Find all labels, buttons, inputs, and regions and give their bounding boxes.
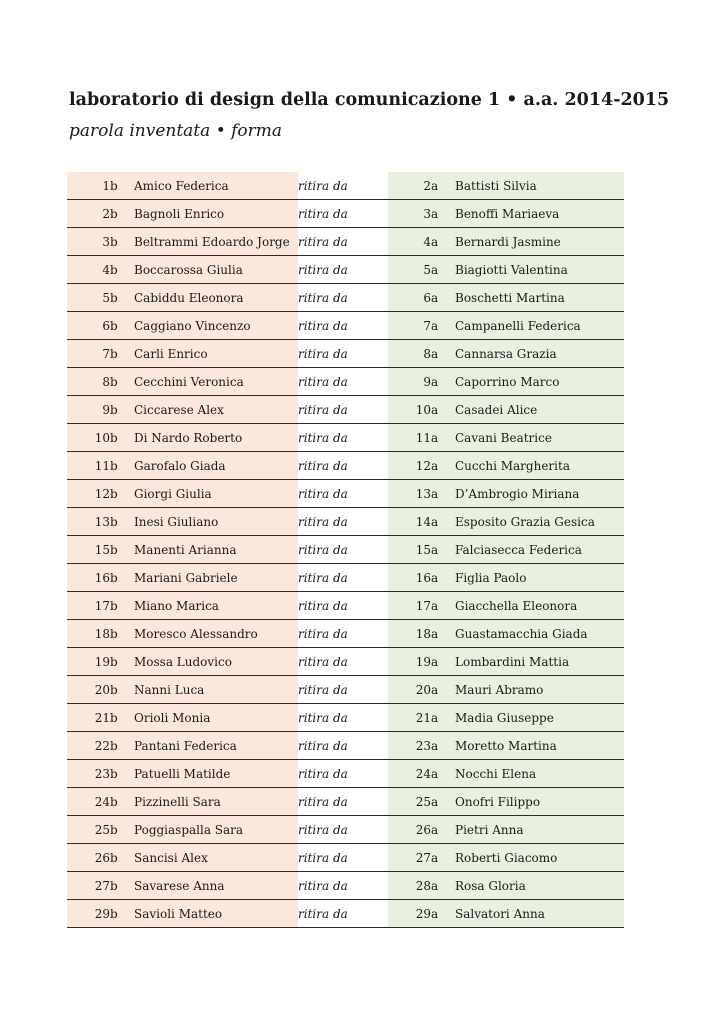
right-student-number: 20	[388, 676, 431, 704]
left-student-name: Boccarossa Giulia	[134, 256, 298, 284]
right-student-name: Falciasecca Federica	[455, 536, 624, 564]
left-student-name: Manenti Arianna	[134, 536, 298, 564]
right-student-name: Mauri Abramo	[455, 676, 624, 704]
action-label: ritira da	[298, 816, 388, 844]
left-student-name: Patuelli Matilde	[134, 760, 298, 788]
table-row	[67, 648, 624, 676]
left-student-group: b	[110, 788, 134, 816]
right-student-group: a	[431, 396, 455, 424]
left-student-name: Giorgi Giulia	[134, 480, 298, 508]
left-student-name: Pizzinelli Sara	[134, 788, 298, 816]
right-student-name: Casadei Alice	[455, 396, 624, 424]
right-student-name: Lombardini Mattia	[455, 648, 624, 676]
table-row	[67, 620, 624, 648]
right-student-group: a	[431, 816, 455, 844]
right-student-name: Cavani Beatrice	[455, 424, 624, 452]
left-student-name: Pantani Federica	[134, 732, 298, 760]
left-student-group: b	[110, 564, 134, 592]
left-student-name: Nanni Luca	[134, 676, 298, 704]
left-student-name: Savioli Matteo	[134, 900, 298, 928]
right-student-number: 9	[388, 368, 431, 396]
left-student-number: 2	[67, 200, 110, 228]
right-student-name: Rosa Gloria	[455, 872, 624, 900]
left-student-name: Beltrammi Edoardo Jorge	[134, 228, 298, 256]
action-label: ritira da	[298, 172, 388, 200]
action-label: ritira da	[298, 340, 388, 368]
left-student-group: b	[110, 284, 134, 312]
right-student-group: a	[431, 704, 455, 732]
action-label: ritira da	[298, 508, 388, 536]
right-student-name: Campanelli Federica	[455, 312, 624, 340]
left-student-name: Mossa Ludovico	[134, 648, 298, 676]
table-row	[67, 900, 624, 928]
right-student-name: Guastamacchia Giada	[455, 620, 624, 648]
left-student-group: b	[110, 872, 134, 900]
left-student-group: b	[110, 452, 134, 480]
left-student-name: Mariani Gabriele	[134, 564, 298, 592]
left-student-number: 25	[67, 816, 110, 844]
table-row	[67, 788, 624, 816]
right-student-number: 8	[388, 340, 431, 368]
left-student-number: 17	[67, 592, 110, 620]
action-label: ritira da	[298, 452, 388, 480]
right-student-number: 17	[388, 592, 431, 620]
left-student-group: b	[110, 200, 134, 228]
right-student-name: Boschetti Martina	[455, 284, 624, 312]
left-student-group: b	[110, 816, 134, 844]
right-student-group: a	[431, 788, 455, 816]
action-label: ritira da	[298, 676, 388, 704]
table-row	[67, 200, 624, 228]
left-student-group: b	[110, 732, 134, 760]
right-student-number: 15	[388, 536, 431, 564]
right-student-group: a	[431, 620, 455, 648]
right-student-number: 28	[388, 872, 431, 900]
action-label: ritira da	[298, 312, 388, 340]
right-student-group: a	[431, 200, 455, 228]
right-student-group: a	[431, 340, 455, 368]
action-label: ritira da	[298, 732, 388, 760]
table-row	[67, 844, 624, 872]
action-label: ritira da	[298, 424, 388, 452]
right-student-group: a	[431, 760, 455, 788]
right-student-group: a	[431, 648, 455, 676]
action-label: ritira da	[298, 788, 388, 816]
left-student-name: Caggiano Vincenzo	[134, 312, 298, 340]
left-student-group: b	[110, 368, 134, 396]
table-row	[67, 172, 624, 200]
right-student-group: a	[431, 592, 455, 620]
right-student-number: 13	[388, 480, 431, 508]
table-row	[67, 396, 624, 424]
left-student-number: 13	[67, 508, 110, 536]
left-student-group: b	[110, 704, 134, 732]
left-student-number: 20	[67, 676, 110, 704]
right-student-group: a	[431, 256, 455, 284]
table-row	[67, 256, 624, 284]
table-row	[67, 368, 624, 396]
right-student-name: Salvatori Anna	[455, 900, 624, 928]
right-student-name: Cannarsa Grazia	[455, 340, 624, 368]
left-student-number: 16	[67, 564, 110, 592]
table-row	[67, 704, 624, 732]
right-student-name: Moretto Martina	[455, 732, 624, 760]
left-student-number: 12	[67, 480, 110, 508]
right-student-number: 19	[388, 648, 431, 676]
right-student-number: 4	[388, 228, 431, 256]
right-student-name: Figlia Paolo	[455, 564, 624, 592]
left-student-number: 24	[67, 788, 110, 816]
left-student-number: 23	[67, 760, 110, 788]
left-student-number: 7	[67, 340, 110, 368]
right-student-number: 21	[388, 704, 431, 732]
left-student-group: b	[110, 312, 134, 340]
right-student-number: 29	[388, 900, 431, 928]
action-label: ritira da	[298, 368, 388, 396]
right-student-name: Onofri Filippo	[455, 788, 624, 816]
table-row	[67, 592, 624, 620]
left-student-group: b	[110, 620, 134, 648]
right-student-name: Giacchella Eleonora	[455, 592, 624, 620]
right-student-group: a	[431, 452, 455, 480]
right-student-name: Roberti Giacomo	[455, 844, 624, 872]
left-student-number: 26	[67, 844, 110, 872]
right-student-number: 23	[388, 732, 431, 760]
left-student-name: Di Nardo Roberto	[134, 424, 298, 452]
table-row	[67, 452, 624, 480]
action-label: ritira da	[298, 480, 388, 508]
left-student-number: 3	[67, 228, 110, 256]
left-student-number: 11	[67, 452, 110, 480]
right-student-number: 16	[388, 564, 431, 592]
left-student-group: b	[110, 900, 134, 928]
table-row	[67, 340, 624, 368]
left-student-number: 29	[67, 900, 110, 928]
right-student-number: 11	[388, 424, 431, 452]
right-student-number: 10	[388, 396, 431, 424]
right-student-group: a	[431, 844, 455, 872]
left-student-number: 5	[67, 284, 110, 312]
left-student-number: 21	[67, 704, 110, 732]
left-student-group: b	[110, 676, 134, 704]
action-label: ritira da	[298, 256, 388, 284]
right-student-group: a	[431, 368, 455, 396]
right-student-group: a	[431, 564, 455, 592]
right-student-name: Esposito Grazia Gesica	[455, 508, 624, 536]
table-row	[67, 424, 624, 452]
left-student-name: Poggiaspalla Sara	[134, 816, 298, 844]
left-student-name: Amico Federica	[134, 172, 298, 200]
table-row	[67, 536, 624, 564]
left-student-name: Miano Marica	[134, 592, 298, 620]
page-subtitle: parola inventata • forma	[69, 121, 283, 141]
table-row	[67, 760, 624, 788]
right-student-name: Caporrino Marco	[455, 368, 624, 396]
left-student-group: b	[110, 648, 134, 676]
left-student-name: Garofalo Giada	[134, 452, 298, 480]
action-label: ritira da	[298, 760, 388, 788]
left-student-group: b	[110, 760, 134, 788]
left-student-number: 22	[67, 732, 110, 760]
left-student-number: 1	[67, 172, 110, 200]
left-student-group: b	[110, 228, 134, 256]
left-student-number: 9	[67, 396, 110, 424]
left-student-number: 19	[67, 648, 110, 676]
action-label: ritira da	[298, 900, 388, 928]
left-student-name: Cabiddu Eleonora	[134, 284, 298, 312]
assignment-table-body	[67, 172, 624, 928]
right-student-number: 14	[388, 508, 431, 536]
action-label: ritira da	[298, 592, 388, 620]
left-student-number: 15	[67, 536, 110, 564]
right-student-number: 2	[388, 172, 431, 200]
right-student-number: 26	[388, 816, 431, 844]
right-student-number: 7	[388, 312, 431, 340]
table-row	[67, 816, 624, 844]
left-student-name: Moresco Alessandro	[134, 620, 298, 648]
left-student-group: b	[110, 256, 134, 284]
table-row	[67, 508, 624, 536]
left-student-group: b	[110, 536, 134, 564]
left-student-group: b	[110, 396, 134, 424]
right-student-name: D’Ambrogio Miriana	[455, 480, 624, 508]
left-student-number: 6	[67, 312, 110, 340]
right-student-name: Biagiotti Valentina	[455, 256, 624, 284]
table-row	[67, 480, 624, 508]
left-student-group: b	[110, 508, 134, 536]
action-label: ritira da	[298, 564, 388, 592]
right-student-number: 12	[388, 452, 431, 480]
left-student-number: 10	[67, 424, 110, 452]
table-row	[67, 564, 624, 592]
right-student-name: Cucchi Margherita	[455, 452, 624, 480]
table-row	[67, 228, 624, 256]
right-student-group: a	[431, 536, 455, 564]
right-student-number: 27	[388, 844, 431, 872]
left-student-group: b	[110, 480, 134, 508]
action-label: ritira da	[298, 228, 388, 256]
left-student-name: Bagnoli Enrico	[134, 200, 298, 228]
left-student-name: Savarese Anna	[134, 872, 298, 900]
left-student-group: b	[110, 592, 134, 620]
left-student-name: Inesi Giuliano	[134, 508, 298, 536]
right-student-name: Madia Giuseppe	[455, 704, 624, 732]
right-student-name: Bernardi Jasmine	[455, 228, 624, 256]
left-student-number: 8	[67, 368, 110, 396]
right-student-name: Battisti Silvia	[455, 172, 624, 200]
left-student-name: Orioli Monia	[134, 704, 298, 732]
right-student-group: a	[431, 676, 455, 704]
action-label: ritira da	[298, 648, 388, 676]
left-student-number: 18	[67, 620, 110, 648]
table-row	[67, 284, 624, 312]
action-label: ritira da	[298, 284, 388, 312]
right-student-name: Nocchi Elena	[455, 760, 624, 788]
left-student-group: b	[110, 340, 134, 368]
right-student-group: a	[431, 424, 455, 452]
left-student-name: Cecchini Veronica	[134, 368, 298, 396]
table-row	[67, 676, 624, 704]
right-student-group: a	[431, 172, 455, 200]
right-student-group: a	[431, 228, 455, 256]
action-label: ritira da	[298, 200, 388, 228]
action-label: ritira da	[298, 844, 388, 872]
right-student-group: a	[431, 312, 455, 340]
left-student-group: b	[110, 172, 134, 200]
left-student-name: Sancisi Alex	[134, 844, 298, 872]
action-label: ritira da	[298, 396, 388, 424]
right-student-group: a	[431, 732, 455, 760]
right-student-number: 24	[388, 760, 431, 788]
right-student-name: Pietri Anna	[455, 816, 624, 844]
right-student-name: Benoffi Mariaeva	[455, 200, 624, 228]
right-student-number: 5	[388, 256, 431, 284]
right-student-group: a	[431, 900, 455, 928]
right-student-number: 25	[388, 788, 431, 816]
action-label: ritira da	[298, 872, 388, 900]
action-label: ritira da	[298, 704, 388, 732]
table-row	[67, 732, 624, 760]
action-label: ritira da	[298, 536, 388, 564]
table-row	[67, 872, 624, 900]
left-student-number: 27	[67, 872, 110, 900]
left-student-group: b	[110, 844, 134, 872]
table-row	[67, 312, 624, 340]
right-student-number: 3	[388, 200, 431, 228]
left-student-group: b	[110, 424, 134, 452]
left-student-name: Ciccarese Alex	[134, 396, 298, 424]
right-student-group: a	[431, 872, 455, 900]
assignment-table	[67, 172, 624, 928]
left-student-name: Carli Enrico	[134, 340, 298, 368]
right-student-number: 6	[388, 284, 431, 312]
right-student-group: a	[431, 480, 455, 508]
right-student-group: a	[431, 284, 455, 312]
page-title: laboratorio di design della comunicazione 1 • a.a. 2014-2015	[69, 90, 670, 110]
right-student-group: a	[431, 508, 455, 536]
left-student-number: 4	[67, 256, 110, 284]
right-student-number: 18	[388, 620, 431, 648]
action-label: ritira da	[298, 620, 388, 648]
